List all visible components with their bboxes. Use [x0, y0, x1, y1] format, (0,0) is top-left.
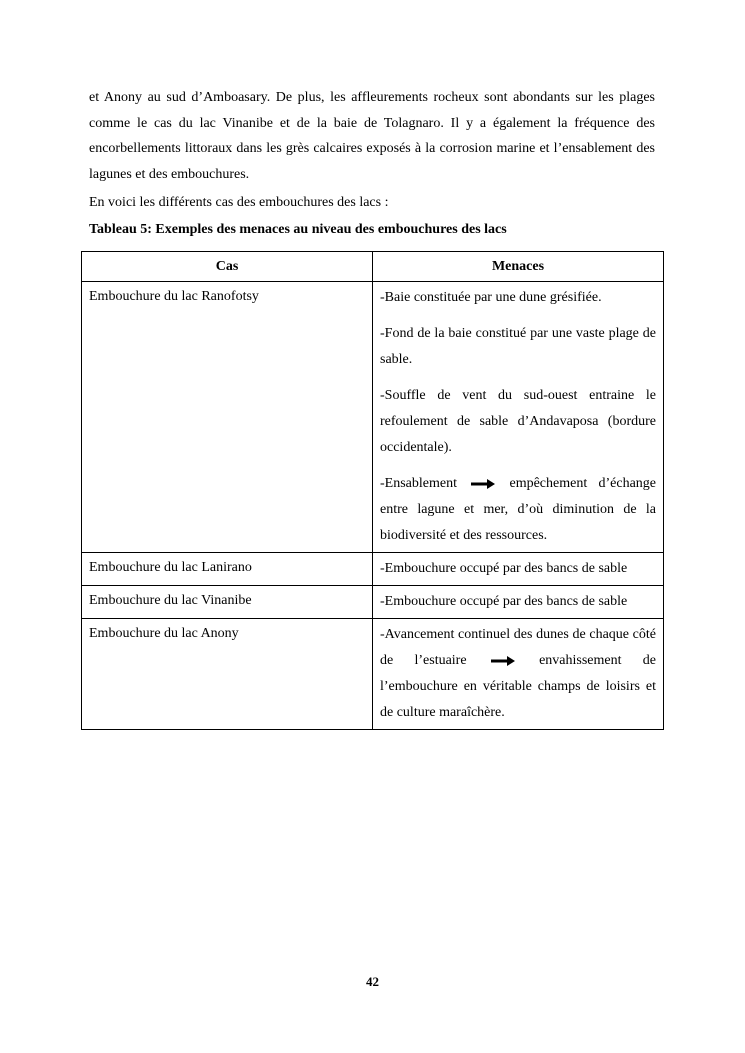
cell-menaces	[373, 282, 664, 553]
cell-cas: Embouchure du lac Anony	[82, 619, 373, 730]
cell-cas: Embouchure du lac Ranofotsy	[82, 282, 373, 553]
menace-item: -Souffle de vent du sud-ouest entraine le refoulement de sable d’Andavaposa (bordure occidentale).	[380, 388, 656, 455]
header-cas: Cas	[82, 252, 373, 282]
cell-cas: Embouchure du lac Vinanibe	[82, 586, 373, 619]
table-caption: Tableau 5: Exemples des menaces au niveau des embouchures des lacs	[89, 222, 507, 237]
menace-item: -Baie constituée par une dune grésifiée.	[380, 290, 602, 305]
header-menaces: Menaces	[373, 252, 664, 282]
right-arrow-icon	[491, 655, 515, 667]
table-intro: En voici les différents cas des embouchures des lacs :	[89, 195, 389, 210]
cell-cas: Embouchure du lac Lanirano	[82, 553, 373, 586]
table-row	[82, 553, 664, 586]
menace-text-after: envahissement de l’embouchure en véritable champs de loisirs et de culture maraîchère.	[380, 653, 656, 720]
cell-menaces	[373, 586, 664, 619]
cell-menaces	[373, 619, 664, 730]
menace-text-before: -Ensablement	[380, 476, 469, 491]
menace-item	[373, 619, 663, 729]
table-header-row	[82, 252, 664, 282]
threats-table	[81, 251, 664, 730]
menace-item	[373, 468, 663, 552]
table-row	[82, 282, 664, 553]
page-number: 42	[366, 974, 379, 989]
menace-item: -Embouchure occupé par des bancs de sable	[380, 594, 628, 609]
table-row	[82, 586, 664, 619]
body-paragraph: et Anony au sud d’Amboasary. De plus, les affleurements rocheux sont abondants sur les plages comme le cas du lac Vinanibe et de la baie de Tolagnaro. Il y a également la fréquence des encorbellements littoraux dans les grès calcaires exposés à la corrosion marine et l’ensablement des lagunes et des embouchures.	[89, 90, 655, 182]
table-row	[82, 619, 664, 730]
right-arrow-icon	[471, 478, 495, 490]
menace-item: -Fond de la baie constitué par une vaste plage de sable.	[380, 326, 656, 367]
menace-text-before: -Avancement continuel des dunes de chaque côté de l’estuaire	[380, 627, 656, 668]
cell-menaces	[373, 553, 664, 586]
menace-item: -Embouchure occupé par des bancs de sable	[380, 561, 628, 576]
menace-text-after: empêchement d’échange entre lagune et mer, d’où diminution de la biodiversité et des ressources.	[380, 476, 656, 543]
